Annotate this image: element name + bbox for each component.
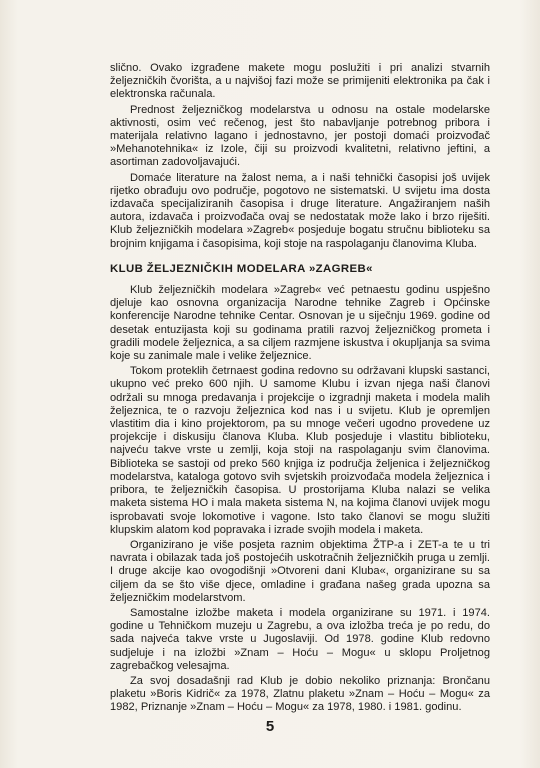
paragraph-club-3: Organizirano je više posjeta raznim objektima ŽTP-a i ZET-a te u tri navrata i obilazak tada još postojećih uskotračnih željezničkih pruga u zemlji. I druge akcije kao ovogodišnji »Otvoreni dani Kluba«, organizirane su sa ciljem da se što više djece, omladine i građana našeg grada upozna sa željezničkim modelarstvom.	[110, 538, 490, 604]
section-heading: KLUB ŽELJEZNIČKIH MODELARA »ZAGREB«	[110, 262, 373, 275]
paragraph-club-2: Tokom proteklih četrnaest godina redovno su održavani klupski sastanci, ukupno već preko 600 njih. U samome Klubu i izvan njega naši članovi održali su mnoga predavanja i projekcije o izgradnji maketa i modela malih željeznica, te o razvoju željeznica kod nas i u svijetu. Klub je opremljen vlastitim dia i kino projektorom, pa su mnoge večeri ugodno provedene uz projekcije i diskusiju članova Kluba. Klub posjeduje i vlastitu biblioteku, najveću takve vrste u zemlji, koja stoji na raspolaganju svim članovima. Biblioteka se sastoji od preko 560 knjiga iz područja željenica i željezničkog modelarstva, kataloga gotovo svih svjetskih proizvođača modela željeznica i pribora, te željezničkih časopisa. U prostorijama Kluba nalazi se velika maketa sistema HO i mala maketa sistema N, na kojima članovi uvijek mogu isprobavati svoje lokomotive i vagone. Isto tako članovi se mogu služiti klupskim alatom kod popravaka i izrade svojih modela i maketa.	[110, 365, 490, 536]
paragraph-club-1: Klub željezničkih modelara »Zagreb« već petnaestu godinu uspješno djeluje kao osnovna organizacija Narodne tehnike Zagreb i Općinske konferencije Narodne tehnike Centar. Osnovan je u siječnju 1969. godine od desetak entuzijasta koji su godinama pratili razvoj željezničkog prometa i gradili modele željeznica, a sa ciljem razmjene iskustva i okupljanja sa svima koje su zanimale male i velike željeznice.	[110, 284, 490, 363]
paragraph-club-4: Samostalne izložbe maketa i modela organizirane su 1971. i 1974. godine u Tehničkom muzeju u Zagrebu, a ova izložba treća je po redu, do sada najveća takve vrste u Jugoslaviji. Od 1978. godine Klub redovno sudjeluje i na izložbi »Znam – Hoću – Mogu« u sklopu Proljetnog zagrebačkog velesajma.	[110, 606, 490, 672]
paragraph-intro-2: Prednost željezničkog modelarstva u odnosu na ostale modelarske aktivnosti, osim već rečenog, jest što nabavljanje potrebnog pribora i materijala relativno lagano i jednostavno, jer postoji domaći proizvođač »Mehanotehnika« iz Izole, čiji su proizvodi kvalitetni, relativno jeftini, a asortiman zadovoljavajući.	[110, 103, 490, 169]
paragraph-intro-1: slično. Ovako izgrađene makete mogu poslužiti i pri analizi stvarnih željezničkih čvorišta, a u najvišoj fazi može se primijeniti elektronika pa čak i elektronska računala.	[110, 62, 490, 101]
body-text	[110, 62, 490, 717]
paragraph-club-5: Za svoj dosadašnji rad Klub je dobio nekoliko priznanja: Brončanu plaketu »Boris Kidrič« za 1978, Zlatnu plaketu »Znam – Hoću – Mogu« za 1982, Priznanje »Znam – Hoću – Mogu« za 1978, 1980. i 1981. godinu.	[110, 674, 490, 714]
page-number: 5	[265, 718, 275, 735]
paragraph-intro-3: Domaće literature na žalost nema, a i naši tehnički časopisi još uvijek rijetko obrađuju ovo područje, pogotovo ne sistematski. U svijetu ima dosta izdavača specijaliziranih časopisa i druge literature. Angažiranjem naših autora, izdavača i proizvođača ovaj se nedostatak može lako i brzo riješiti. Klub željezničkih modelara »Zagreb« posjeduje bogatu stručnu biblioteku sa brojnim knjigama i časopisima, koji stoje na raspolaganju članovima Kluba.	[110, 171, 490, 250]
